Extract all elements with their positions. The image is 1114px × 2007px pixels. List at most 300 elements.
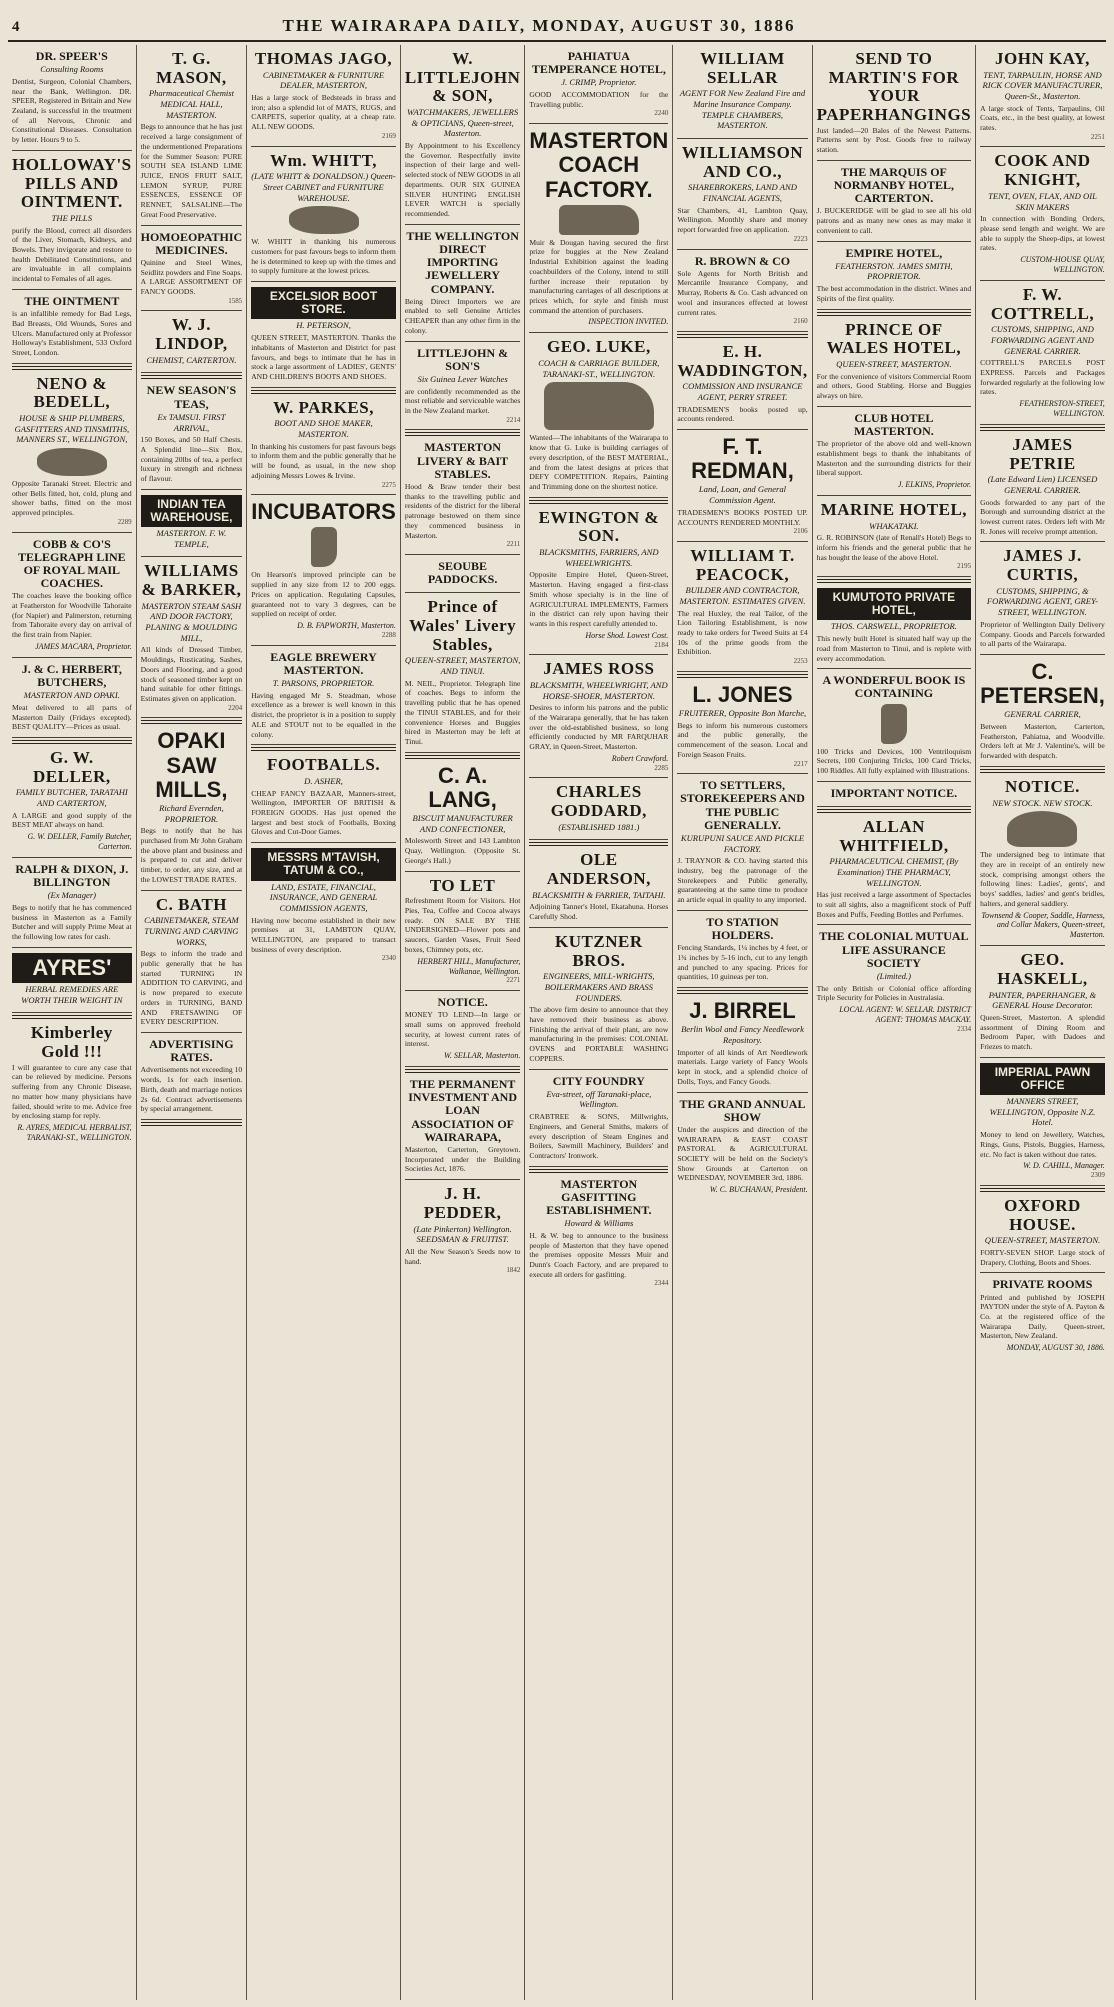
ad-subheading: WATCHMAKERS, JEWELLERS & OPTICIANS, Queen-street, Masterton.	[406, 107, 519, 139]
ad-headline: G. W. DELLER,	[32, 748, 111, 786]
advertisement	[251, 753, 396, 843]
ad-headline: FOOTBALLS.	[266, 755, 381, 775]
ad-body-text: All the New Season's Seeds now to hand.	[404, 1246, 521, 1266]
coach-engraving-icon	[559, 205, 639, 235]
advertisement	[405, 557, 521, 593]
ad-headline: MASTERTON GASFITTING ESTABLISHMENT.	[546, 1176, 652, 1218]
ad-body-text: In connection with Bonding Orders, please send length and weight. We are able to supply the Sheep-dips, at lowest rates.	[980, 214, 1105, 253]
advertisement	[405, 1182, 521, 1280]
advertisement	[677, 913, 807, 988]
saddle-engraving-icon	[1007, 811, 1077, 847]
ad-headline: THE WELLINGTON DIRECT IMPORTING JEWELLERY COMPANY.	[406, 228, 519, 296]
advertisement	[141, 313, 243, 373]
advertisement	[677, 996, 807, 1092]
ad-body-text: Between Masterton, Carterton, Featherston, Pahiatua, and Woodville. Orders left at Mr J. Valentine's, will be forwarded with despatch.	[980, 721, 1105, 761]
ad-subheading: ENGINEERS, MILL-WRIGHTS, BOILERMAKERS AND BRASS FOUNDERS.	[543, 971, 655, 1003]
ad-subheading: (Limited.)	[876, 971, 911, 982]
advertisement	[405, 47, 521, 225]
ad-reference-number: 2334	[957, 1024, 972, 1033]
ad-body-text: Sole Agents for North British and Mercantile Insurance Company, and Murray, Roberts & Co. Cash advanced on wool and insurances effected at lowest current rates.	[677, 268, 808, 317]
advertisement	[141, 893, 243, 1033]
advertisement	[405, 438, 521, 555]
advertisement	[677, 432, 807, 542]
advertisement	[677, 680, 807, 774]
ad-signature: D. B. FAPWORTH, Masterton.	[297, 621, 396, 631]
ad-body-text: Masterton, Carterton, Greytown. Incorporated under the Building Societies Act, 1876.	[404, 1145, 521, 1174]
ad-headline: Kimberley Gold !!!	[30, 1023, 113, 1062]
advertisement	[141, 492, 243, 558]
advertisement	[817, 498, 971, 577]
ad-body-text: Queen-Street, Masterton. A splendid assortment of Dining Room and Bedroom Paper, with Dadoes and Friezes to match.	[980, 1012, 1105, 1052]
ad-reference-number: 2285	[654, 763, 669, 772]
ad-body-text: Fencing Standards, 1¼ inches by 4 feet, or 1¾ inches by 5-16 inch, cut to any length and punched to any spacing. Prices for quantities, 10 guineas per ton.	[677, 943, 808, 982]
ad-signature: Townsend & Cooper, Saddle, Harness, and Collar Makers, Queen-street, Masterton.	[981, 910, 1105, 940]
ad-headline: IMPORTANT NOTICE.	[830, 785, 958, 800]
ad-subheading: Land, Loan, and General Commission Agent.	[698, 484, 787, 506]
ad-reference-number: 2309	[1090, 1171, 1105, 1180]
ad-headline: KUMUTOTO PRIVATE HOTEL,	[817, 588, 971, 620]
ad-body-text: The best accommodation in the district. Wines and Spirits of the first quality.	[816, 284, 972, 303]
ad-body-text: Begs to inform his numerous customers and the public generally, the commencement of the season. Local and Foreign Season Fruits.	[677, 720, 808, 759]
sheep-engraving-icon	[37, 448, 107, 476]
advertisement	[251, 47, 396, 147]
ad-reference-number: 2344	[654, 1279, 669, 1288]
advertisement	[677, 141, 807, 250]
ad-signature: LOCAL AGENT: W. SELLAR. DISTRICT AGENT: THOMAS MACKAY.	[839, 1005, 972, 1025]
advertisement	[529, 848, 668, 927]
ad-body-text: The coaches leave the booking office at Featherston for Woodville Tahoraite (for Napier) and Palmerston, returning from Tahoraite every day on arrival of the first train from Napier.	[12, 591, 132, 640]
advertisement	[980, 544, 1105, 655]
ad-headline: NOTICE.	[437, 995, 488, 1010]
column-rule	[529, 1169, 668, 1173]
ad-headline: TO SETTLERS, STOREKEEPERS AND THE PUBLIC GENERALLY.	[680, 778, 805, 832]
column-rule	[12, 740, 132, 744]
ad-reference-number: 2240	[654, 109, 669, 118]
ad-reference-number: 2211	[506, 540, 521, 549]
ad-headline: DR. SPEER'S	[35, 49, 108, 63]
ad-body-text: J. BUCKERIDGE will be glad to see all his old patrons and as many new ones as may make it convenient to call.	[816, 206, 972, 235]
advertisement	[529, 47, 668, 124]
ad-signature: HERBERT HILL, Manufacturer, Walkanae, Wellington.	[417, 956, 521, 976]
ad-body-text: Molesworth Street and 143 Lambton Quay, Wellington. (Opposite St. George's Hall.)	[404, 836, 521, 865]
ad-body-text: By Appointment to his Excellency the Governor. Respectfully invite inspection of their large and well-selected stock of NEW GOODS in all departments. OUR SIX GUINEA SILVER HUNTING ENGLISH LEVER WATCH is specially recommended.	[404, 141, 521, 219]
ad-signature: Robert Crawford.	[611, 753, 669, 763]
ad-body-text: Begs to inform the trade and public generally that he has started TURNING IN ADDITION TO CARVING, and is now prepared to execute orders in TURNING, BAND AND FRETSAWING OF EVERY DESCRIPTION.	[140, 949, 243, 1027]
ad-body-text: MONEY TO LEND—In large or small sums on approved freehold security, at lowest current rates of interest.	[404, 1010, 521, 1049]
ad-subheading: MASTERTON AND OPAKI.	[23, 690, 120, 701]
column-rule	[817, 809, 971, 813]
advertisement	[251, 396, 396, 496]
advertisement	[529, 657, 668, 778]
ad-body-text: Proprietor of Wellington Daily Delivery Company. Goods and Parcels forwarded to all parts of the Wairarapa.	[980, 619, 1105, 649]
ad-headline: C. BATH	[155, 894, 228, 914]
advertisement	[141, 228, 243, 312]
advertisement	[251, 497, 396, 645]
advertisement	[141, 1035, 243, 1120]
ad-body-text: are confidently recommended as the most reliable and serviceable watches in the New Zealand market.	[404, 386, 521, 416]
column-rule	[817, 312, 971, 316]
advertisement	[817, 927, 971, 1038]
ad-headline: W. J. LINDOP,	[155, 315, 228, 354]
ad-headline: JAMES ROSS	[543, 659, 655, 679]
ad-headline: LITTLEJOHN & SON'S	[417, 345, 509, 373]
column-rule	[980, 427, 1105, 431]
ad-subheading: FAMILY BUTCHER, TARATAHI AND CARTERTON,	[15, 787, 128, 809]
ad-body-text: J. TRAYNOR & CO. having started this industry, beg the patronage of the Storekeepers and Public generally, guaranteeing at the same time to produce an article equal in quality to any imported.	[677, 856, 808, 905]
ad-headline: WILLIAM T. PEACOCK,	[690, 545, 795, 584]
advertisement	[251, 284, 396, 388]
advertisement	[980, 47, 1105, 147]
column-rule	[529, 842, 668, 846]
ad-body-text: Meat delivered to all parts of Masterton Daily (Fridays excepted). BEST QUALITY—Prices as usual.	[12, 702, 132, 732]
ad-body-text: COTTRELL'S PARCELS POST EXPRESS. Parcels and Packages forwarded regularly at the following low rates.	[980, 358, 1105, 397]
ad-headline: INCUBATORS	[251, 499, 396, 525]
ad-headline: COOK AND KNIGHT,	[994, 151, 1091, 190]
ad-subheading: Pharmaceutical Chemist MEDICAL HALL, MASTERTON.	[148, 88, 235, 120]
sheep-engraving-icon	[289, 206, 359, 234]
ad-subheading: AGENT FOR New Zealand Fire and Marine Insurance Company. TEMPLE CHAMBERS, MASTERTON.	[679, 88, 806, 131]
ad-body-text: Goods forwarded to any part of the Borough and surrounding district at the lowest current rates. Orders left with Mr R. Jones will receive prompt attention.	[980, 497, 1105, 536]
column-rule	[251, 747, 396, 751]
ad-subheading: Berlin Wool and Fancy Needlework Repository.	[681, 1024, 804, 1045]
column-rule	[529, 500, 668, 504]
ad-headline: J. BIRREL	[689, 998, 796, 1024]
ad-headline: CHARLES GODDARD,	[550, 782, 647, 821]
ad-subheading: (Late Pinkerton) Wellington. SEEDSMAN & FRUITIST.	[413, 1223, 512, 1245]
column-8	[976, 45, 1109, 2000]
ad-subheading: FEATHERSTON. JAMES SMITH, PROPRIETOR.	[835, 260, 953, 282]
ad-body-text: Money to lend on Jewellery, Watches, Rings, Guns, Pistols, Buggies, Harness, etc. No fact is taken without due rates.	[980, 1130, 1105, 1159]
advertisement	[677, 1095, 807, 1201]
ad-subheading: D. ASHER,	[304, 775, 343, 786]
ad-signature: JAMES MACARA, Proprietor.	[35, 641, 132, 651]
ad-headline: AYRES'	[12, 953, 132, 983]
ad-subheading: FRUITERER, Opposite Bon Marche,	[678, 708, 807, 719]
ad-headline: Wm. WHITT,	[270, 150, 377, 170]
ad-body-text: Having engaged Mr S. Steadman, whose excellence as a brewer is well known in this district, the proprietor is in a position to supply ALE and STOUT not to be equalled in the colony.	[251, 690, 396, 739]
ad-subheading: (ESTABLISHED 1881.)	[558, 821, 640, 832]
ad-subheading: CHEMIST, CARTERTON.	[146, 354, 237, 365]
advertisement	[817, 318, 971, 407]
ad-headline: T. G. MASON,	[156, 49, 227, 87]
advertisement	[251, 648, 396, 746]
ad-headline: RALPH & DIXON, J. BILLINGTON	[15, 861, 129, 890]
ad-headline: PRINCE OF WALES HOTEL,	[826, 319, 962, 358]
ad-headline: NOTICE.	[1005, 776, 1080, 796]
ad-headline: TO LET	[429, 875, 496, 895]
ad-subheading: MASTERTON. F. W. TEMPLE,	[156, 528, 227, 549]
ad-body-text: purify the Blood, correct all disorders of the Liver, Stomach, Kidneys, and Bowels. They invigorate and restore to health Debilitated Constitutions, and are invaluable in all complaints incidental to Females of all ages.	[12, 225, 132, 284]
ad-subheading: Consulting Rooms	[40, 64, 104, 75]
ad-reference-number: 2271	[506, 976, 521, 985]
boot-engraving-icon	[881, 704, 907, 744]
ad-subheading: H. PETERSON,	[296, 320, 351, 331]
ad-signature: Horse Shod. Lowest Cost.	[585, 630, 669, 640]
advertisement	[405, 344, 521, 431]
ad-reference-number: 2169	[381, 131, 396, 140]
newspaper-title: THE WAIRARAPA DAILY, MONDAY, AUGUST 30, 1886	[282, 16, 796, 35]
ad-subheading: (Ex Manager)	[47, 890, 97, 901]
ad-subheading: BLACKSMITH & FARRIER, TAITAHI.	[532, 889, 666, 900]
ad-reference-number: 2289	[117, 517, 132, 526]
ad-headline: OPAKI SAW MILLS,	[155, 728, 228, 802]
column-rule	[12, 1015, 132, 1019]
ad-signature: INSPECTION INVITED.	[588, 317, 669, 327]
ad-signature: G. W. DELLER, Family Butcher, Carterton.	[27, 832, 132, 852]
ad-headline: MESSRS M'TAVISH, TATUM & CO.,	[251, 848, 396, 880]
ad-body-text: Begs to notify that he has commenced business in Masterton as a Family Butcher and will supply Prime Meat at the following low rates for cash.	[12, 902, 132, 942]
ad-headline: ADVERTISING RATES.	[149, 1037, 234, 1065]
ad-body-text: Importer of all kinds of Art Needlework materials. Large variety of Fancy Wools kept in stock, and a splendid choice of Dolls, Toys, and Fancy Goods.	[677, 1047, 808, 1086]
ad-reference-number: 1842	[506, 1266, 521, 1275]
ad-body-text: Under the auspices and direction of the WAIRARAPA & EAST COAST PASTORAL & AGRICULTURAL SOCIETY will be held on the Society's Show Grounds at Carterton on WEDNESDAY, NOVEMBER 3rd, 1886.	[677, 1124, 808, 1183]
ad-headline: WILLIAMS & BARKER,	[141, 561, 242, 600]
advertisement	[980, 1275, 1105, 1358]
ad-body-text: CHEAP FANCY BAZAAR, Manners-street, Wellington, IMPORTER OF BRITISH & FOREIGN GOODS. Has just opened the largest and best stock of Footballs, Boxing Gloves and Cut-Door Games.	[251, 788, 396, 837]
advertisement	[12, 746, 132, 858]
ad-subheading: Eva-street, off Taranaki-place, Wellington.	[546, 1088, 652, 1110]
ad-reference-number: 2214	[506, 415, 521, 424]
advertisement	[141, 559, 243, 718]
ad-body-text: GOOD ACCOMMODATION for the Travelling public.	[529, 90, 669, 109]
advertisement	[529, 930, 668, 1070]
ad-subheading: NEW STOCK. NEW STOCK.	[992, 797, 1093, 808]
advertisement	[529, 126, 668, 333]
ad-subheading: HERBAL REMEDIES ARE WORTH THEIR WEIGHT IN	[21, 984, 123, 1005]
advertisement	[405, 761, 521, 872]
ad-body-text: Advertisements not exceeding 10 words, 1s for each insertion. Birth, death and marriage notices 2s 6d. Contract advertisements by special arrangement.	[140, 1065, 243, 1114]
ad-headline: HOLLOWAY'S PILLS AND OINTMENT.	[12, 154, 132, 212]
advertisement	[405, 1075, 521, 1180]
advertisement	[529, 1072, 668, 1167]
ad-body-text: Desires to inform his patrons and the public of the Wairarapa generally, that he has taken over the old-established business, so long efficiently conducted by MR FARQUHAR GRAY, in Queen-Street, Masterton.	[529, 703, 669, 752]
ad-body-text: All kinds of Dressed Timber, Mouldings, Rusticating, Sashes, Doors and Flooring, and a good stock of seasoned timber kept on hand suitable for other fittings. Estimates given on application.	[140, 645, 243, 704]
column-4	[401, 45, 526, 2000]
ad-body-text: G. R. ROBINSON (late of Renall's Hotel) Begs to inform his friends and the general public that he has bought the lease of the above Hotel.	[816, 533, 972, 562]
column-rule	[980, 769, 1105, 773]
ad-reference-number: 2288	[381, 630, 396, 639]
ad-subheading: WHAKATAKI.	[869, 520, 919, 531]
ad-headline: W. LITTLEJOHN & SON,	[404, 49, 521, 106]
ad-subheading: BOOT AND SHOE MAKER, MASTERTON.	[274, 418, 373, 440]
ad-headline: THE MARQUIS OF NORMANBY HOTEL, CARTERTON.	[833, 164, 954, 206]
ad-subheading: LAND, ESTATE, FINANCIAL, INSURANCE, AND GENERAL COMMISSION AGENTS,	[269, 881, 378, 913]
advertisement	[980, 1060, 1105, 1186]
advertisement	[817, 585, 971, 669]
ad-headline: CLUB HOTEL MASTERTON.	[854, 410, 934, 438]
ad-headline: GEO. LUKE,	[546, 337, 651, 357]
advertisement	[817, 784, 971, 807]
column-7	[813, 45, 976, 2000]
ad-subheading: THOS. CARSWELL, PROPRIETOR.	[830, 621, 957, 632]
ad-subheading: BLACKSMITH, WHEELWRIGHT, AND HORSE-SHOER, MASTERTON.	[529, 679, 668, 701]
ad-subheading: KURUPUNI SAUCE AND PICKLE FACTORY.	[680, 832, 805, 854]
ad-headline: COBB & CO'S TELEGRAPH LINE OF ROYAL MAIL COACHES.	[17, 536, 126, 591]
ad-headline: L. JONES	[692, 681, 793, 707]
advertisement	[529, 780, 668, 840]
advertisement	[12, 372, 132, 533]
ad-subheading: PAINTER, PAPERHANGER, & GENERAL House Decorator.	[988, 989, 1097, 1011]
ad-subheading: (Late Edward Lien) LICENSED GENERAL CARRIER.	[987, 474, 1098, 495]
ad-body-text: Having now become established in their new premises at 31, LAMBTON QUAY, WELLINGTON, are prepared to transact business of every description.	[251, 915, 396, 954]
ad-headline: EMPIRE HOTEL,	[845, 245, 943, 260]
advertisement	[405, 227, 521, 342]
column-rule	[405, 755, 521, 759]
ad-headline: EAGLE BREWERY MASTERTON.	[270, 649, 377, 677]
ad-body-text: Adjoining Tanner's Hotel, Ekatahuna. Horses Carefully Shod.	[529, 902, 669, 922]
ad-signature: MONDAY, AUGUST 30, 1886.	[1006, 1343, 1105, 1353]
column-2	[137, 45, 248, 2000]
ad-reference-number: 2204	[228, 703, 243, 712]
ad-subheading: QUEEN-STREET, MASTERTON.	[984, 1235, 1101, 1246]
advertisement	[529, 335, 668, 497]
column-rule	[677, 990, 807, 994]
advertisement	[677, 340, 807, 430]
ad-headline: MASTERTON COACH FACTORY.	[529, 128, 669, 202]
advertisement	[980, 149, 1105, 280]
advertisement	[677, 47, 807, 139]
boot-engraving-icon	[311, 527, 337, 567]
advertisement	[817, 163, 971, 242]
column-rule	[251, 390, 396, 394]
ad-body-text: is an infallible remedy for Bad Legs, Bad Breasts, Old Wounds, Sores and Ulcers. Manufactured only at Professor Holloway's Establishment, 533 Oxford Street, London.	[12, 309, 132, 357]
ad-subheading: CUSTOMS, SHIPPING, AND FORWARDING AGENT AND GENERAL CARRIER.	[991, 324, 1094, 356]
ad-subheading: CUSTOMS, SHIPPING, & FORWARDING AGENT, GREY-STREET, WELLINGTON.	[986, 585, 1099, 618]
advertisement	[12, 950, 132, 1014]
ad-subheading: BLACKSMITHS, FARRIERS, AND WHEELWRIGHTS.	[539, 547, 659, 568]
ad-reference-number: 2275	[381, 480, 396, 489]
ad-subheading: QUEEN-STREET, MASTERTON, AND TINUI.	[404, 655, 521, 677]
ad-headline: TO STATION HOLDERS.	[706, 914, 779, 943]
ad-subheading: TENT, TARPAULIN, HORSE AND RICK COVER MANUFACTURER, Queen-St., Masterton.	[982, 69, 1103, 101]
ad-subheading: COMMISSION AND INSURANCE AGENT, PERRY STREET.	[682, 381, 803, 402]
ad-subheading: COACH & CARRIAGE BUILDER, TARANAKI-ST., WELLINGTON.	[538, 358, 660, 379]
ad-body-text: Begs to notify that he has purchased from Mr John Graham the above plant and business and is prepared to cut and deliver timber, to order, any size, and at the LOWEST TRADE RATES.	[140, 826, 243, 884]
ad-body-text: FORTY-SEVEN SHOP. Large stock of Drapery, Clothing, Boots and Shoes.	[980, 1247, 1105, 1267]
column-rule	[677, 334, 807, 338]
advertisement	[980, 283, 1105, 425]
ad-headline: THE GRAND ANNUAL SHOW	[679, 1096, 806, 1124]
ad-headline: J. & C. HERBERT, BUTCHERS,	[21, 661, 122, 690]
ad-headline: GEO. HASKELL,	[997, 950, 1088, 988]
ad-headline: JAMES PETRIE	[1009, 434, 1076, 473]
ad-body-text: In thanking his customers for past favours begs to inform them and the public generally that he will be found, as usual, in the new shop adjoining Messrs Lowes & Irvine.	[251, 441, 396, 480]
ad-headline: EWINGTON & SON.	[538, 507, 660, 546]
ad-headline: ALLAN WHITFIELD,	[839, 816, 949, 855]
ad-body-text: The real Huxley, the real Tailor, of the Lion Tailoring Establishment, is now ready to take orders for Tweed Suits at £4 10s of the prime goods from the Exhibition.	[677, 608, 808, 657]
ad-subheading: (LATE WHITT & DONALDSON.) Queen-Street CABINET and FURNITURE WAREHOUSE.	[251, 171, 396, 203]
ad-headline: W. PARKES,	[273, 397, 374, 417]
ad-subheading: MANNERS STREET, WELLINGTON, Opposite N.Z. Hotel.	[989, 1096, 1096, 1128]
ad-headline: SEND TO MARTIN'S FOR YOUR PAPERHANGINGS	[816, 49, 972, 125]
ad-reference-number: 2340	[381, 954, 396, 963]
ad-signature: CUSTOM-HOUSE QUAY, WELLINGTON.	[1020, 255, 1105, 274]
advertisement	[980, 657, 1105, 767]
advertisement	[405, 595, 521, 752]
ad-headline: THE PERMANENT INVESTMENT AND LOAN ASSOCIATION OF WAIRARAPA,	[408, 1077, 518, 1144]
ad-body-text: H. & W. beg to announce to the business people of Masterton that they have opened the premises opposite Messrs Muir and Dunn's Coach Factory, and are prepared to execute all orders for gasfitting.	[529, 1230, 669, 1279]
ad-subheading: PHARMACEUTICAL CHEMIST, (By Examination) THE PHARMACY, WELLINGTON.	[829, 856, 959, 888]
ad-body-text: Has a large stock of Bedsteads in brass and iron; also a splendid lot of MATS, RUGS, and CARPETS, superior quality, at a cheap rate. ALL NEW GOODS.	[251, 93, 396, 132]
ad-reference-number: 2253	[793, 657, 808, 666]
ad-subheading: MASTERTON STEAM SASH AND DOOR FACTORY, PLANING & MOULDING MILL,	[141, 600, 242, 643]
advertisement	[817, 409, 971, 496]
ad-body-text: 100 Tricks and Devices, 100 Ventriloquism Secrets, 100 Conjuring Tricks, 100 Card Tricks, 100 Riddles. All fully explained with Illustrations.	[816, 746, 972, 776]
ad-subheading: THE PILLS	[51, 212, 92, 223]
ad-headline: HOMOEOPATHIC MEDICINES.	[140, 229, 243, 257]
ad-headline: OXFORD HOUSE.	[1004, 1195, 1081, 1234]
column-rule	[980, 1188, 1105, 1192]
ad-body-text: M. NEIL, Proprietor. Telegraph line of coaches. Begs to inform the travelling public that he has opened the TINUI STABLES, and for their convenience Horses and Buggies hired in Masterton may be left at Tinui.	[404, 678, 521, 747]
ad-reference-number: 2106	[793, 527, 808, 536]
ad-headline: J. H. PEDDER,	[423, 1184, 502, 1222]
column-rule	[141, 720, 243, 724]
ad-headline: NEW SEASON'S TEAS,	[146, 383, 237, 411]
ad-body-text: Begs to announce that he has just received a large consignment of the undermentioned Preparations for the Summer Season: PURE SOUTH SEA ISLAND LIME JUICE, ENOS FRUIT SALT, LEMON SYRUP, PURE ESSENCES, ESSENCE OF RENNET, SALSALINE—The Great Food Preservative.	[140, 122, 243, 219]
ad-headline: THE COLONIAL MUTUAL LIFE ASSURANCE SOCIETY	[819, 929, 969, 970]
ad-body-text: Just landed—20 Bales of the Newest Patterns. Patterns sent by Post. Goods free to railway station.	[816, 125, 972, 155]
ad-headline: F. W. COTTRELL,	[990, 284, 1095, 323]
ad-subheading: Howard & Williams	[564, 1218, 634, 1229]
advertisement	[980, 1194, 1105, 1273]
ad-reference-number: 2160	[793, 317, 808, 326]
ad-headline: Prince of Wales' Livery Stables,	[409, 597, 517, 654]
ad-subheading: QUEEN-STREET, MASTERTON.	[836, 358, 952, 369]
ad-headline: CITY FOUNDRY	[552, 1073, 645, 1088]
ad-headline: C. A. LANG,	[428, 762, 497, 812]
ad-headline: NENO & BEDELL,	[33, 373, 111, 412]
ad-headline: C. PETERSEN,	[980, 658, 1105, 709]
ad-headline: MARINE HOTEL,	[820, 499, 968, 519]
ad-headline: OLE ANDERSON,	[546, 850, 651, 889]
advertisement	[980, 433, 1105, 543]
column-rule	[817, 579, 971, 583]
ad-headline: R. BROWN & CO	[694, 253, 791, 268]
advertisement	[405, 993, 521, 1067]
ad-signature: W. D. CAHILL, Manager.	[1023, 1161, 1105, 1171]
ad-subheading: Ex TAMSUI. FIRST ARRIVAL,	[157, 411, 226, 433]
ad-headline: PAHIATUA TEMPERANCE HOTEL,	[531, 49, 666, 77]
ad-body-text: Has just received a large assortment of Spectacles to suit all sights, also a magnificent stock of Puff Boxes and Puffs, Feeding Bottles and Perfumes.	[816, 890, 972, 919]
ad-subheading: T. PARSONS, PROPRIETOR.	[272, 677, 375, 688]
ad-headline: WILLIAM SELLAR	[700, 49, 785, 87]
advertisement	[12, 660, 132, 738]
ad-subheading: CABINETMAKER, STEAM TURNING AND CARVING WORKS,	[144, 915, 239, 947]
ad-body-text: Wanted—The inhabitants of the Wairarapa to know that G. Luke is building carriages of every description, of the BEST MATERIAL, and from the latest designs at prices that DEFY COMPETITION. Repairs, Painting and Trimming done on the shortest notice.	[529, 433, 669, 491]
ad-headline: A WONDERFUL BOOK IS CONTAINING	[822, 673, 966, 701]
column-rule	[677, 674, 807, 678]
advertisement	[980, 775, 1105, 946]
ad-body-text: Muir & Dougan having secured the first prize for buggies at the New Zealand Industrial Exhibition against the leading coachbuilders of the Colony, intend to still further increase their reputation by manufacturing carriages of all descriptions at prices which, for style and finish must command the attention of purchasers.	[529, 237, 669, 315]
advertisement	[12, 153, 132, 290]
ad-body-text: I will guarantee to cure any case that can be relieved by medicine. Persons suffering from any Chronic Disease, no matter how many physicians have failed, should write to me. Advice free by enclosing stamp for reply.	[12, 1062, 132, 1121]
carriage-engraving-icon	[544, 382, 654, 430]
ad-subheading: HOUSE & SHIP PLUMBERS, GASFITTERS AND TINSMITHS, MANNERS ST., WELLINGTON,	[14, 413, 130, 445]
ad-subheading: Six Guinea Lever Watches	[417, 373, 508, 384]
ad-headline: SEOUBE PADDOCKS.	[427, 559, 498, 587]
advertisement	[817, 815, 971, 926]
column-6	[673, 45, 812, 2000]
ad-headline: JOHN KAY,	[995, 49, 1090, 68]
ad-headline: IMPERIAL PAWN OFFICE	[980, 1063, 1105, 1095]
advertisement	[12, 1021, 132, 1148]
ad-body-text: Being Direct Importers we are enabled to sell Genuine Articles CHEAPER than any other firm in the colony.	[404, 296, 521, 335]
advertisement	[12, 292, 132, 364]
ad-body-text: Printed and published by JOSEPH PAYTON under the style of A. Payton & Co. at the registered office of the Wairarapa Daily, Queen-street, Masterton, New Zealand.	[980, 1292, 1105, 1341]
ad-headline: EXCELSIOR BOOT STORE.	[251, 287, 396, 319]
column-1	[8, 45, 137, 2000]
ad-body-text: TRADESMEN'S BOOKS POSTED UP. ACCOUNTS RENDERED MONTHLY.	[677, 507, 808, 527]
